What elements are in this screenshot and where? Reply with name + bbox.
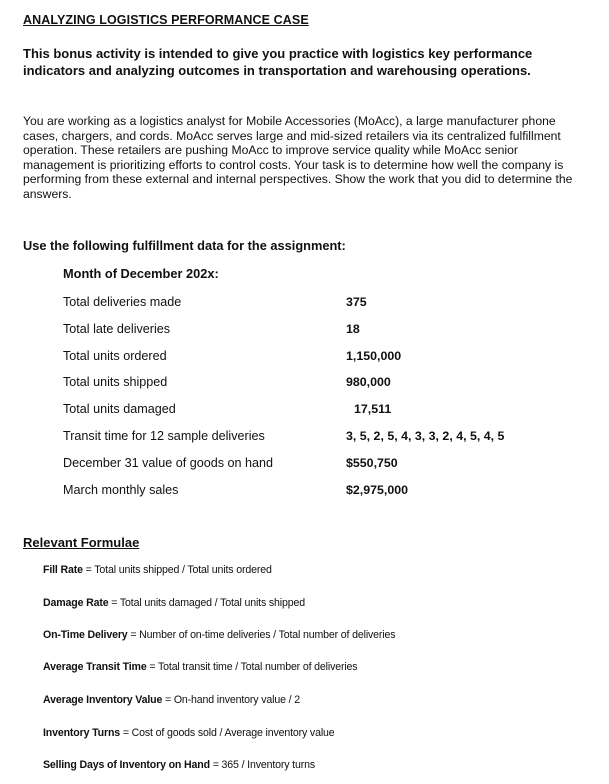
data-row-transit-time	[63, 429, 583, 456]
data-label: Total units ordered	[63, 348, 167, 363]
formula-average-inventory-value	[43, 694, 300, 706]
formula-damage-rate	[43, 597, 305, 609]
formulae-heading: Relevant Formulae	[23, 535, 140, 550]
formula-on-time-delivery	[43, 629, 395, 641]
month-label: Month of December 202x:	[63, 266, 219, 281]
intro-paragraph: You are working as a logistics analyst for Mobile Accessories (MoAcc), a large manufacturer phone cases, chargers, and cords. MoAcc serves large and mid-sized retailers via its centralized fulfillment operation. These retailers are pushing MoAcc to improve service quality while MoAcc senior management is prioritizing efforts to control costs. Your task is to determine how well the company is performing from these external and internal perspectives. Show the work that you did to determine the answers.	[23, 114, 573, 201]
formula-definition: = 365 / Inventory turns	[209, 759, 315, 771]
data-value: 17,511	[354, 402, 392, 417]
data-label: Transit time for 12 sample deliveries	[63, 428, 265, 443]
formula-inventory-turns	[43, 727, 335, 739]
data-label: Total units damaged	[63, 402, 176, 417]
data-label: Total units shipped	[63, 375, 168, 390]
formula-fill-rate	[43, 564, 272, 576]
formula-definition: = Total units damaged / Total units shipped	[108, 597, 305, 609]
data-row-units-shipped	[63, 375, 583, 402]
formula-term: Selling Days of Inventory on Hand	[43, 759, 210, 771]
formula-term: On-Time Delivery	[43, 629, 128, 641]
data-row-total-deliveries	[63, 295, 583, 322]
data-row-goods-on-hand	[63, 456, 583, 483]
formula-definition: = Cost of goods sold / Average inventory value	[120, 727, 335, 739]
data-value: 375	[346, 295, 367, 309]
data-label: Total deliveries made	[63, 295, 182, 309]
data-value: 980,000	[346, 375, 391, 390]
lead-paragraph: This bonus activity is intended to give you practice with logistics key performance indicators and analyzing outcomes in transportation and warehousing operations.	[23, 46, 533, 78]
data-value: 18	[346, 321, 360, 336]
data-row-late-deliveries	[63, 322, 583, 349]
data-value: $550,750	[346, 455, 398, 470]
formula-selling-days	[43, 759, 315, 771]
data-value: 3, 5, 2, 5, 4, 3, 3, 2, 4, 5, 4, 5	[346, 428, 505, 443]
formula-definition: = Total transit time / Total number of deliveries	[146, 661, 358, 673]
data-label: Total late deliveries	[63, 321, 171, 336]
formula-term: Inventory Turns	[43, 727, 121, 739]
formula-definition: = Number of on-time deliveries / Total number of deliveries	[127, 629, 396, 641]
data-value: 1,150,000	[346, 348, 402, 363]
data-row-units-damaged	[63, 402, 583, 429]
formula-definition: = Total units shipped / Total units ordered	[82, 564, 272, 576]
formula-term: Average Transit Time	[43, 661, 147, 673]
data-label: March monthly sales	[63, 482, 179, 497]
formula-term: Fill Rate	[43, 564, 83, 576]
data-value: $2,975,000	[346, 482, 409, 497]
formula-term: Damage Rate	[43, 597, 109, 609]
formula-term: Average Inventory Value	[43, 694, 163, 706]
data-row-units-ordered	[63, 349, 583, 376]
data-label: December 31 value of goods on hand	[63, 455, 274, 470]
data-section-heading: Use the following fulfillment data for the assignment:	[23, 238, 346, 253]
fulfillment-data-table	[63, 295, 583, 509]
document-title: ANALYZING LOGISTICS PERFORMANCE CASE	[23, 13, 309, 27]
data-row-monthly-sales	[63, 483, 583, 510]
formula-definition: = On-hand inventory value / 2	[162, 694, 300, 706]
formula-average-transit-time	[43, 661, 357, 673]
